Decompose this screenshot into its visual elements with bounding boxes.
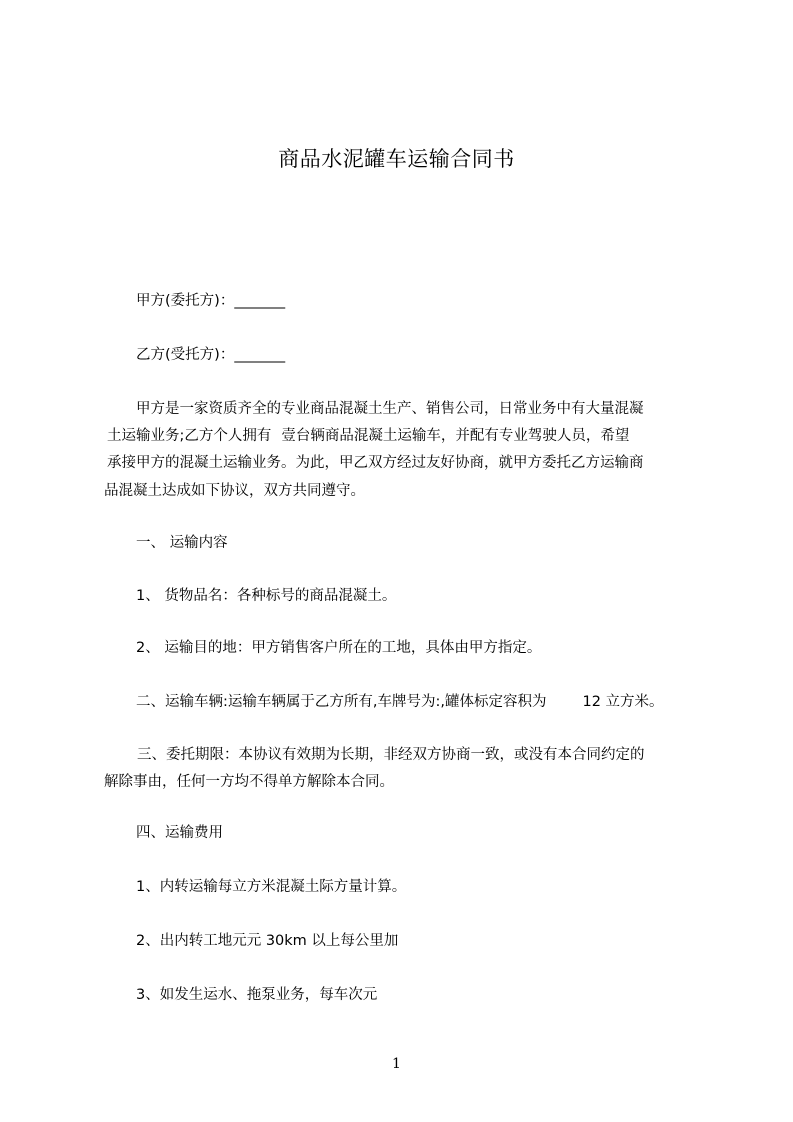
intro-line-3: 承接甲方的混凝土运输业务。为此，甲乙双方经过友好协商，就甲方委托乙方运输商: [107, 455, 644, 471]
intro-line-4: 品混凝土达成如下协议，双方共同遵守。: [104, 483, 365, 499]
intro-line-2: [107, 426, 629, 446]
section-3-line-1: 三、委托期限：本协议有效期为长期，非经双方协商一致，或没有本合同约定的: [137, 747, 645, 763]
section-2-text-b: 12 立方米。: [582, 694, 664, 710]
document-title: 商品水泥罐车运输合同书: [278, 147, 515, 171]
party-b-line: 乙方(受托方)：_______: [136, 347, 286, 363]
section-2-text-a: 二、运输车辆:运输车辆属于乙方所有,车牌号为:,罐体标定容积为: [136, 694, 547, 710]
intro-line-1: 甲方是一家资质齐全的专业商品混凝土生产、销售公司，日常业务中有大量混凝: [136, 401, 644, 417]
page-number: 1: [392, 1056, 401, 1072]
section-4-heading: 四、运输费用: [136, 825, 223, 841]
intro-line-2-part-b: 壹台辆商品混凝土运输车，并配有专业驾驶人员，希望: [281, 428, 630, 444]
section-4-item-1: 1、内转运输每立方米混凝土际方量计算。: [136, 879, 407, 895]
section-2-line: [136, 692, 664, 712]
section-1-heading: 一、 运输内容: [136, 535, 228, 551]
section-3-line-2: 解除事由，任何一方均不得单方解除本合同。: [104, 774, 394, 790]
party-a-line: 甲方(委托方)：_______: [136, 293, 286, 309]
section-1-item-2: 2、 运输目的地：甲方销售客户所在的工地，具体由甲方指定。: [136, 640, 542, 656]
intro-line-2-part-a: 土运输业务;乙方个人拥有: [107, 428, 272, 444]
section-4-item-3: 3、如发生运水、拖泵业务，每车次元: [136, 987, 378, 1003]
section-4-item-2: 2、出内转工地元元 30km 以上每公里加: [136, 933, 399, 949]
section-1-item-1: 1、 货物品名：各种标号的商品混凝土。: [136, 588, 397, 604]
